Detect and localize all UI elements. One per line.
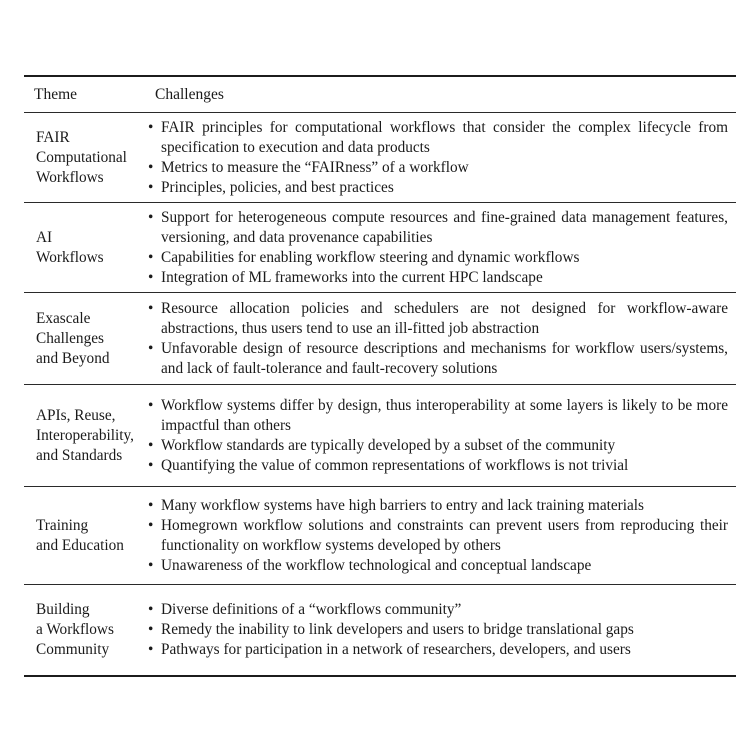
challenge-item: • Capabilities for enabling workflow steering and dynamic workflows [148,248,580,266]
theme-line: Exascale [36,309,91,327]
theme-cell [24,293,147,384]
theme-cell [24,585,147,675]
challenge-item: • Workflow standards are typically developed by a subset of the community [148,436,616,454]
theme-line: and Standards [36,446,123,464]
table-header [24,77,736,112]
bullet-icon: • [148,118,154,136]
theme-line: Challenges [36,329,104,347]
bottom-rule [24,675,736,677]
bullet-icon: • [148,299,154,317]
table-row-community [24,585,736,675]
bullet-icon: • [148,436,154,454]
table-row-fair [24,113,736,202]
theme-line: and Education [36,536,124,554]
theme-line: Community [36,641,110,658]
challenges-cell [147,113,736,202]
challenge-item: • Support for heterogeneous compute resources and fine-grained data management features, versioning, and data provenance capabilities [148,208,728,246]
table-row-exascale [24,293,736,384]
challenge-item: • Diverse definitions of a “workflows community” [148,601,462,618]
bullet-icon: • [148,268,154,286]
challenges-cell [147,585,736,675]
theme-line: APIs, Reuse, [36,406,116,424]
bullet-icon: • [148,158,154,176]
challenge-item: • Remedy the inability to link developers and users to bridge translational gaps [148,621,634,638]
challenge-item: • Many workflow systems have high barriers to entry and lack training materials [148,496,644,514]
theme-line: Computational [36,148,127,166]
theme-line: Building [36,601,90,618]
theme-cell [24,113,147,202]
theme-cell [24,203,147,292]
challenge-item: • Resource allocation policies and schedulers are not designed for workflow-aware abstractions, thus users tend to use an ill-fitted job abstraction [148,299,728,337]
challenge-item: • Integration of ML frameworks into the current HPC landscape [148,268,543,286]
bullet-icon: • [148,516,154,534]
bullet-icon: • [148,339,154,357]
challenges-cell [147,293,736,384]
bullet-icon: • [148,396,154,414]
challenge-item: • Workflow systems differ by design, thus interoperability at some layers is likely to be more impactful than others [148,396,728,434]
challenge-item: • Unawareness of the workflow technological and conceptual landscape [148,556,592,574]
bullet-icon: • [148,208,154,226]
bullet-icon: • [148,621,154,638]
theme-line: AI [36,228,53,246]
theme-line: FAIR [36,128,70,146]
table-row-apis [24,385,736,486]
theme-line: Interoperability, [36,426,134,444]
challenges-column-header: Challenges [155,85,224,103]
challenge-item: • Homegrown workflow solutions and constraints can prevent users from reproducing their functionality on workflow systems developed by others [148,516,728,554]
theme-column-header: Theme [34,85,78,103]
bullet-icon: • [148,178,154,196]
bullet-icon: • [148,601,154,618]
theme-line: Workflows [36,248,104,266]
table-row-training [24,487,736,584]
theme-line: Training [36,516,89,534]
challenge-item: • Unfavorable design of resource descriptions and mechanisms for workflow users/systems, and lack of fault-tolerance and fault-recovery solutions [148,339,728,377]
challenges-table [24,75,736,677]
theme-line: a Workflows [36,621,114,638]
challenges-cell [147,487,736,584]
bullet-icon: • [148,496,154,514]
theme-line: Workflows [36,168,104,186]
theme-cell [24,385,147,486]
challenge-item: • Principles, policies, and best practices [148,178,394,196]
challenge-item: • FAIR principles for computational workflows that consider the complex lifecycle from specification to execution and data products [148,118,728,156]
challenges-cell [147,203,736,292]
bullet-icon: • [148,556,154,574]
table-row-ai [24,203,736,292]
bullet-icon: • [148,641,154,658]
challenges-cell [147,385,736,486]
theme-cell [24,487,147,584]
bullet-icon: • [148,456,154,474]
challenge-item: • Metrics to measure the “FAIRness” of a workflow [148,158,469,176]
theme-line: and Beyond [36,349,110,367]
bullet-icon: • [148,248,154,266]
challenge-item: • Pathways for participation in a network of researchers, developers, and users [148,641,631,658]
challenge-item: • Quantifying the value of common representations of workflows is not trivial [148,456,629,474]
